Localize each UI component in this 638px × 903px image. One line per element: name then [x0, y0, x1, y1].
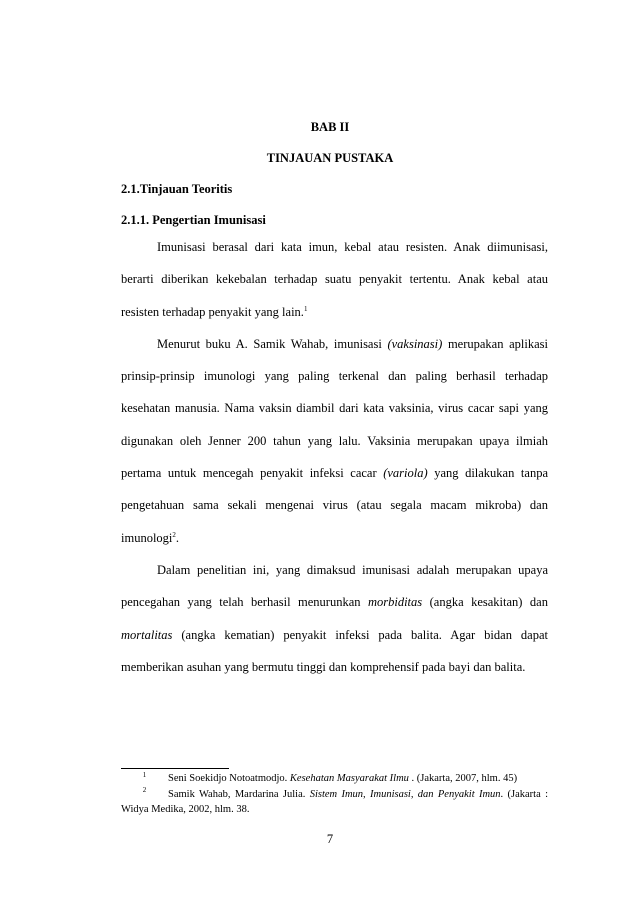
footnote-1-title: Kesehatan Masyarakat Ilmu	[289, 773, 409, 784]
paragraph-2-term-variola: (variola)	[383, 466, 428, 481]
chapter-title: TINJAUAN PUSTAKA	[266, 151, 394, 165]
paragraph-3-term-morbiditas: morbiditas	[367, 595, 423, 610]
section-heading: 2.1.Tinjauan Teoritis	[121, 182, 233, 196]
chapter-heading: BAB II	[310, 120, 350, 134]
subsection-heading: 2.1.1. Pengertian Imunisasi	[121, 213, 266, 227]
page-number: 7	[326, 832, 334, 846]
footnote-2-details: . (Jakarta : Widya Medika, 2002, hlm. 38.	[121, 788, 548, 815]
paragraph-1-text: Imunisasi berasal dari kata imun, kebal atau resisten. Anak diimunisasi, berarti diberikan kekebalan terhadap suatu penyakit tertentu. Anak kebal atau resisten terhadap penyakit yang lain.	[121, 240, 548, 319]
footnote-1-author: Seni Soekidjo Notoatmodjo.	[168, 773, 290, 784]
footnote-2: 2 Samik Wahab, Mardarina Julia. Sistem Imun, Imunisasi, dan Penyakit Imun. (Jakarta : Widya Medika, 2002, hlm. 38.	[121, 786, 548, 815]
paragraph-2-term-vaksinasi: (vaksinasi)	[387, 336, 443, 351]
footnote-separator	[121, 768, 229, 769]
paragraph-1	[121, 231, 548, 328]
footnote-ref-2: 2	[172, 530, 176, 539]
footnote-ref-1: 1	[303, 304, 308, 313]
paragraph-3	[121, 554, 548, 683]
footnotes	[121, 771, 548, 818]
paragraph-2-text-e: yang dilakukan tanpa pengetahuan sama sekali mengenai virus (atau segala macam mikroba) dan imunologi	[121, 466, 548, 545]
paragraph-2-end: .	[175, 530, 180, 545]
paragraph-2-text-a: Menurut buku A. Samik Wahab, imunisasi	[157, 336, 388, 351]
body-text	[121, 231, 548, 683]
paragraph-3-term-mortalitas: mortalitas	[121, 627, 173, 642]
paragraph-3-text-a: Dalam penelitian ini, yang dimaksud imunisasi adalah merupakan upaya pencegahan yang telah berhasil menurunkan	[121, 562, 548, 610]
footnote-2-title: Sistem Imun, Imunisasi, dan Penyakit Imun	[309, 788, 501, 800]
paragraph-2-text-c: merupakan aplikasi prinsip-prinsip imunologi yang paling terkenal dan paling berhasil terhadap kesehatan manusia. Nama vaksin diambil dari kata vaksinia, virus cacar sapi yang digunakan oleh Jenner 200 tahun yang lalu. Vaksinia merupakan upaya ilmiah pertama untuk mencegah penyakit infeksi cacar	[121, 336, 548, 481]
paragraph-2	[121, 328, 548, 554]
footnote-1: 1 Seni Soekidjo Notoatmodjo. Kesehatan Masyarakat Ilmu . (Jakarta, 2007, hlm. 45)	[142, 770, 518, 784]
paragraph-3-text-e: (angka kematian) penyakit infeksi pada balita. Agar bidan dapat memberikan asuhan yang bermutu tinggi dan komprehensif pada bayi dan balita.	[121, 627, 548, 674]
footnote-1-details: . (Jakarta, 2007, hlm. 45)	[408, 773, 518, 784]
footnote-2-author: Samik Wahab, Mardarina Julia.	[168, 788, 310, 800]
paragraph-3-text-c: (angka kesakitan) dan	[422, 595, 548, 610]
